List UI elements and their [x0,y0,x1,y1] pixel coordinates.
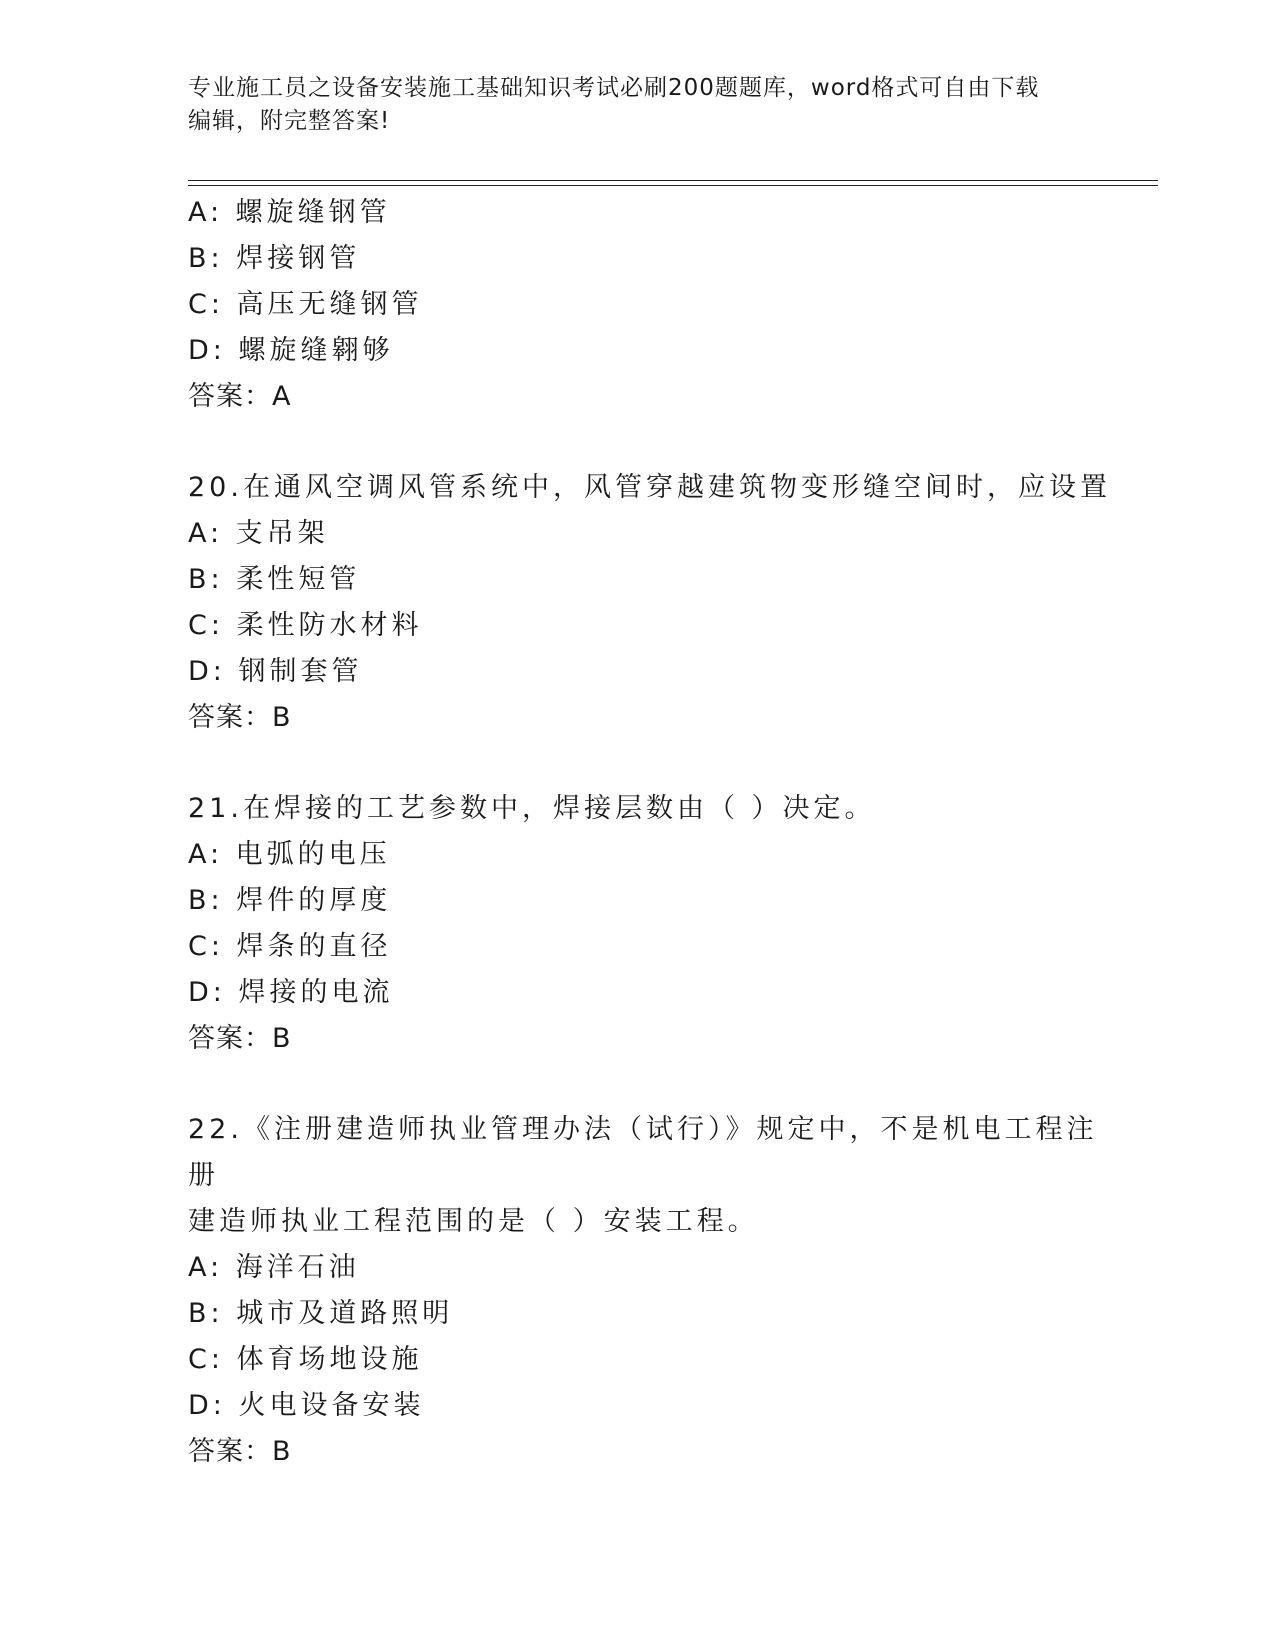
answer: 答案：B [188,1436,292,1467]
option-d: D: 螺旋缝翱够 [188,335,394,366]
question-stem-line1: 22.《注册建造师执业管理办法（试行）》规定中，不是机电工程注册 [188,1114,1098,1191]
option-d: D: 钢制套管 [188,656,363,687]
answer: 答案：A [188,381,292,412]
option-b: B: 柔性短管 [188,564,361,595]
option-c: C: 柔性防水材料 [188,610,423,641]
header-divider-top [188,180,1158,181]
option-b: B: 焊件的厚度 [188,885,392,916]
spacer [188,420,1128,465]
option-a: A: 支吊架 [188,518,329,549]
spacer [188,1062,1128,1107]
spacer [188,741,1128,786]
option-a: A: 螺旋缝钢管 [188,197,391,228]
question-20 [188,465,1128,741]
question-stem: 21.在焊接的工艺参数中，焊接层数由（ ）决定。 [188,793,876,824]
question-stem: 20.在通风空调风管系统中，风管穿越建筑物变形缝空间时，应设置 [188,472,1111,503]
page-header [188,72,1068,138]
question-19 [188,190,1128,420]
question-stem-line2: 建造师执业工程范围的是（ ）安装工程。 [188,1206,759,1237]
answer: 答案：B [188,1023,292,1054]
header-title-line1: 专业施工员之设备安装施工基础知识考试必刷200题题库，word格式可自由下载 [188,75,1040,101]
answer: 答案：B [188,702,292,733]
question-22 [188,1107,1128,1475]
option-d: D: 焊接的电流 [188,977,394,1008]
question-21 [188,786,1128,1062]
option-a: A: 海洋石油 [188,1252,360,1283]
option-b: B: 城市及道路照明 [188,1298,454,1329]
option-d: D: 火电设备安装 [188,1390,425,1421]
option-b: B: 焊接钢管 [188,243,361,274]
option-c: C: 体育场地设施 [188,1344,423,1375]
option-a: A: 电弧的电压 [188,839,391,870]
question-list [188,190,1128,1475]
option-c: C: 焊条的直径 [188,931,392,962]
header-divider-bottom [188,185,1158,186]
option-c: C: 高压无缝钢管 [188,289,423,320]
header-title-line2: 编辑，附完整答案! [188,108,391,134]
